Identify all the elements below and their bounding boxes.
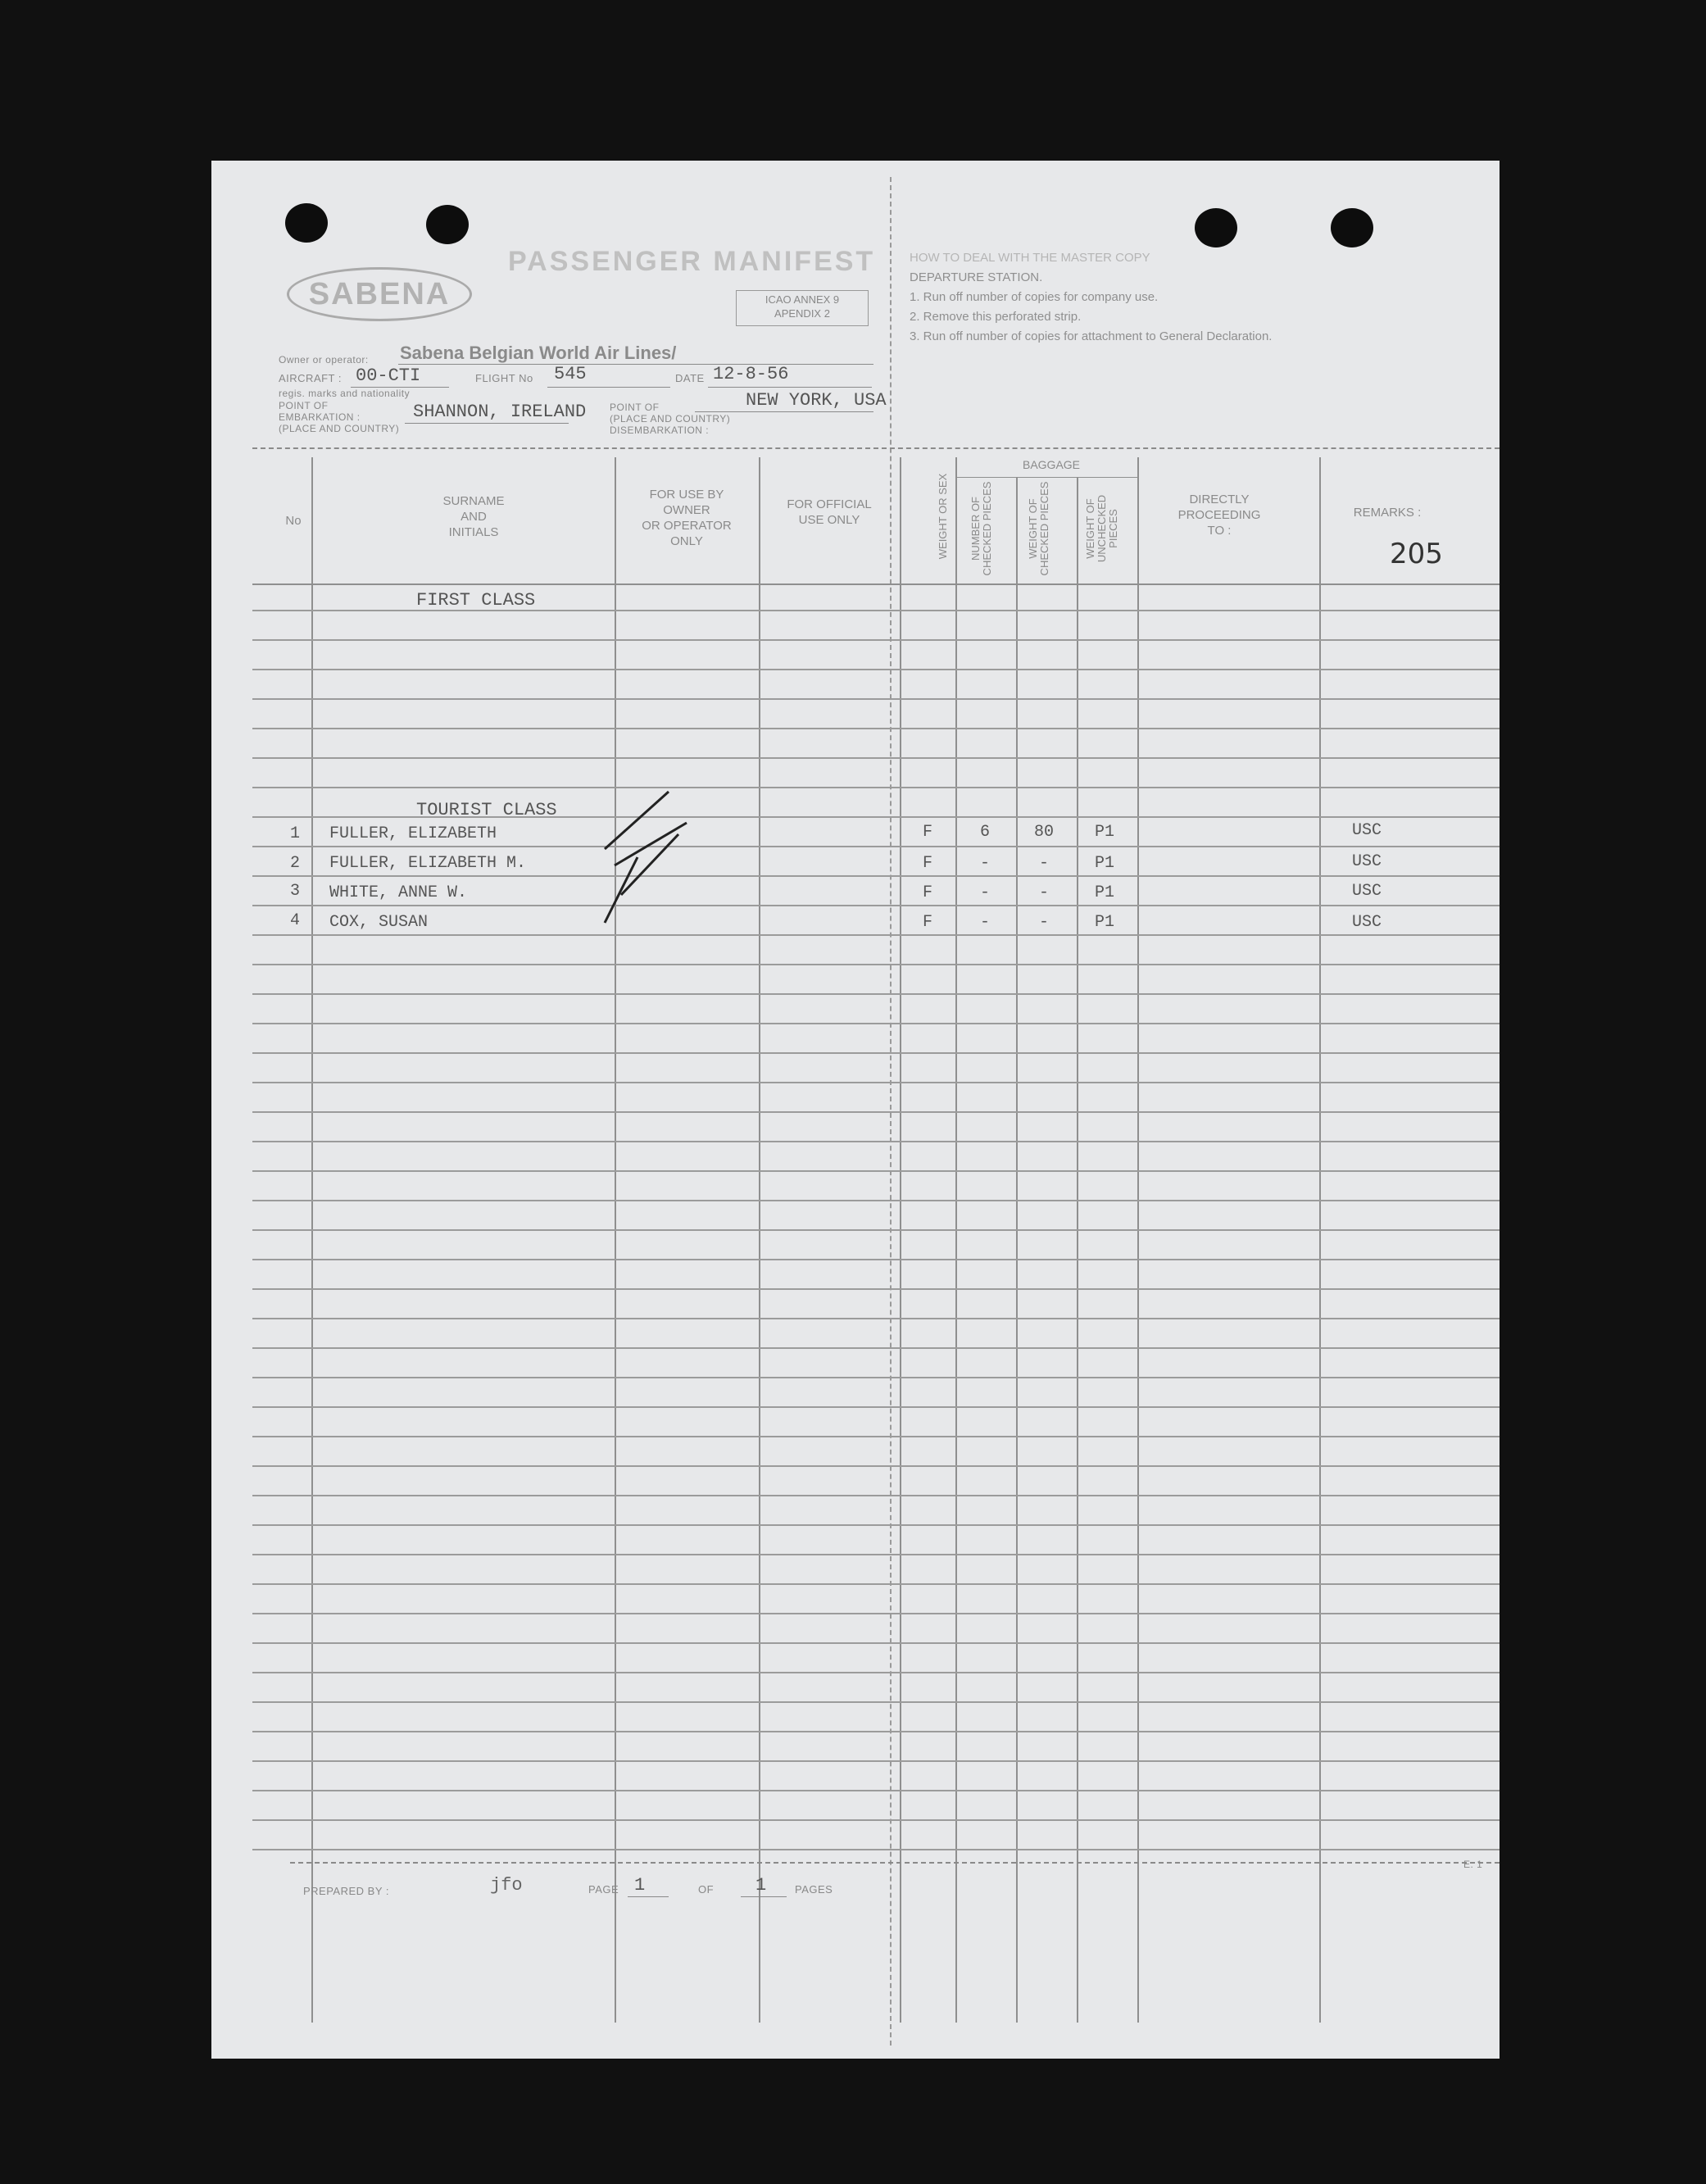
flight-underline [547, 387, 670, 388]
passenger-no: 4 [290, 911, 301, 930]
remarks-stamp-number: 205 [1390, 538, 1443, 570]
ruled-line [252, 1288, 1500, 1290]
of-underline [741, 1896, 787, 1897]
col-owner-use-header [629, 487, 744, 549]
date-label: DATE [675, 372, 705, 384]
col-official-use-line: FOR OFFICIAL [787, 497, 872, 511]
col-divider [955, 457, 957, 2023]
ruled-line [252, 1672, 1500, 1673]
ruled-line [252, 1377, 1500, 1378]
date-value: 12-8-56 [713, 364, 789, 384]
aircraft-value: 00-CTI [356, 366, 421, 386]
ruled-line [252, 1790, 1500, 1791]
ruled-line [252, 757, 1500, 759]
col-surname-line: AND [461, 510, 487, 524]
ruled-line [252, 1023, 1500, 1024]
col-remarks-header: REMARKS : [1353, 506, 1422, 520]
date-underline [708, 387, 872, 388]
icao-line-1: ICAO ANNEX 9 [765, 293, 840, 306]
ruled-line [252, 1760, 1500, 1762]
passenger-unchecked: P1 [1095, 854, 1115, 873]
page-label: PAGE [588, 1883, 619, 1896]
ruled-line [252, 993, 1500, 995]
passenger-unchecked: P1 [1095, 823, 1115, 842]
ruled-line [252, 669, 1500, 670]
col-owner-use-line: OWNER [663, 503, 710, 517]
ruled-line [252, 1259, 1500, 1260]
ruled-line [252, 964, 1500, 965]
pages-label: PAGES [795, 1883, 833, 1896]
disembark-value: NEW YORK, USA [746, 390, 887, 411]
ruled-line [252, 698, 1500, 700]
ruled-line [252, 875, 1500, 877]
ruled-line [252, 787, 1500, 788]
icao-line-2: APENDIX 2 [774, 307, 830, 320]
passenger-pieces: 6 [980, 823, 991, 842]
embark-value: SHANNON, IRELAND [413, 402, 587, 422]
col-divider [1137, 457, 1139, 2023]
icao-box [736, 290, 869, 326]
ruled-line [252, 1554, 1500, 1555]
punch-hole [1331, 208, 1373, 247]
passenger-remarks: USC [1352, 913, 1382, 932]
ruled-line [252, 1524, 1500, 1526]
embark-label-2: EMBARKATION : [279, 411, 361, 423]
passenger-no: 1 [290, 824, 301, 843]
col-divider [759, 457, 760, 2023]
page-value: 1 [634, 1875, 646, 1896]
col-divider [615, 457, 616, 2023]
col-divider [1319, 457, 1321, 2023]
punch-hole [1195, 208, 1237, 247]
ruled-line [252, 1613, 1500, 1614]
ruled-line [252, 905, 1500, 906]
ruled-line [252, 1141, 1500, 1142]
ruled-line [252, 1111, 1500, 1113]
ruled-line [252, 728, 1500, 729]
ruled-line [252, 1701, 1500, 1703]
owner-value: Sabena Belgian World Air Lines/ [400, 343, 677, 363]
passenger-pieces: - [980, 913, 991, 932]
ruled-line [252, 1052, 1500, 1054]
corner-code: E. 1 [1463, 1859, 1483, 1870]
embark-label-1: POINT OF [279, 400, 329, 411]
embark-label-3: (PLACE AND COUNTRY) [279, 423, 400, 434]
table-top-border [252, 447, 1500, 449]
table-bottom-border [290, 1862, 1500, 1864]
of-value: 1 [755, 1875, 767, 1896]
col-official-use-header [772, 497, 887, 528]
punch-hole [426, 205, 469, 244]
passenger-remarks: USC [1352, 882, 1382, 901]
passenger-unchecked: P1 [1095, 913, 1115, 932]
col-num-checked-header: NUMBER OF CHECKED PIECES [969, 481, 993, 576]
col-weight-sex-header: WEIGHT OR SEX [937, 473, 949, 560]
col-surname-line: INITIALS [448, 525, 499, 539]
col-weight-unchecked-header: WEIGHT OF UNCHECKED PIECES [1084, 494, 1119, 563]
flight-label: FLIGHT No [475, 372, 533, 384]
passenger-sex: F [923, 823, 933, 842]
passenger-name: FULLER, ELIZABETH M. [329, 854, 527, 873]
ruled-line [252, 1170, 1500, 1172]
col-directly-header [1162, 492, 1277, 538]
aircraft-sublabel: regis. marks and nationality [279, 388, 411, 399]
ruled-line [252, 934, 1500, 936]
aircraft-label: AIRCRAFT : [279, 372, 342, 384]
passenger-name: WHITE, ANNE W. [329, 883, 468, 902]
passenger-weight: - [1039, 854, 1050, 873]
passenger-no: 3 [290, 882, 301, 901]
passenger-pieces: - [980, 883, 991, 902]
of-label: OF [698, 1883, 715, 1896]
passenger-remarks: USC [1352, 821, 1382, 840]
owner-label: Owner or operator: [279, 354, 369, 366]
baggage-underline [957, 477, 1137, 478]
col-directly-line: TO : [1207, 524, 1232, 538]
col-no-header: No [285, 514, 302, 528]
col-owner-use-line: ONLY [670, 534, 703, 548]
passenger-remarks: USC [1352, 852, 1382, 871]
passenger-no: 2 [290, 854, 301, 873]
disembark-label-1: POINT OF [610, 402, 660, 413]
ruled-line [252, 1318, 1500, 1319]
passenger-weight: - [1039, 913, 1050, 932]
col-owner-use-line: FOR USE BY [649, 488, 724, 502]
col-directly-line: DIRECTLY [1189, 493, 1250, 506]
ruled-line [252, 1819, 1500, 1821]
handwritten-check-marks [588, 759, 703, 939]
prepared-by-label: PREPARED BY : [303, 1885, 389, 1897]
ruled-line [252, 1200, 1500, 1201]
sabena-logo: SABENA [287, 267, 472, 321]
col-surname-header [375, 493, 572, 540]
passenger-weight: - [1039, 883, 1050, 902]
passenger-sex: F [923, 883, 933, 902]
instruction-1: 1. Run off number of copies for company use. [910, 290, 1159, 304]
col-owner-use-line: OR OPERATOR [642, 519, 732, 533]
manifest-sheet [211, 161, 1500, 2059]
col-surname-line: SURNAME [442, 494, 505, 508]
ruled-line [252, 1082, 1500, 1083]
header-bottom-border [252, 583, 1500, 585]
form-title: PASSENGER MANIFEST [508, 246, 876, 277]
passenger-sex: F [923, 854, 933, 873]
ruled-line [252, 1229, 1500, 1231]
passenger-weight: 80 [1034, 823, 1055, 842]
col-weight-checked-header: WEIGHT OF CHECKED PIECES [1027, 481, 1050, 576]
instruction-2: 2. Remove this perforated strip. [910, 310, 1082, 324]
punch-hole [285, 203, 328, 243]
col-divider [311, 457, 313, 2023]
col-divider [900, 457, 901, 2023]
owner-underline [398, 364, 873, 365]
ruled-line [252, 1406, 1500, 1408]
instructions-heading: HOW TO DEAL WITH THE MASTER COPY [910, 251, 1150, 265]
ruled-line [252, 1347, 1500, 1349]
ruled-line [252, 1642, 1500, 1644]
ruled-line [252, 1849, 1500, 1850]
passenger-name: COX, SUSAN [329, 913, 429, 932]
instruction-3: 3. Run off number of copies for attachment to General Declaration. [910, 329, 1273, 343]
col-official-use-line: USE ONLY [798, 513, 860, 527]
ruled-line [252, 1436, 1500, 1437]
disembark-label-3: DISEMBARKATION : [610, 425, 710, 436]
first-class-label: FIRST CLASS [416, 590, 536, 611]
embark-underline [405, 423, 569, 424]
prepared-by-value: jfo [490, 1875, 523, 1896]
tourist-class-label: TOURIST CLASS [416, 800, 557, 820]
col-baggage-header: BAGGAGE [1022, 458, 1081, 471]
ruled-line [252, 1731, 1500, 1732]
passenger-pieces: - [980, 854, 991, 873]
disembark-underline [695, 411, 873, 412]
ruled-line [252, 846, 1500, 847]
passenger-unchecked: P1 [1095, 883, 1115, 902]
ruled-line [252, 1465, 1500, 1467]
flight-value: 545 [554, 364, 587, 384]
disembark-label-2: (PLACE AND COUNTRY) [610, 413, 731, 425]
ruled-line [252, 639, 1500, 641]
col-directly-line: PROCEEDING [1177, 508, 1261, 522]
ruled-line [252, 1583, 1500, 1585]
passenger-name: FULLER, ELIZABETH [329, 824, 497, 843]
passenger-sex: F [923, 913, 933, 932]
page-underline [628, 1896, 669, 1897]
ruled-line [252, 1495, 1500, 1496]
instructions-sub: DEPARTURE STATION. [910, 270, 1043, 284]
